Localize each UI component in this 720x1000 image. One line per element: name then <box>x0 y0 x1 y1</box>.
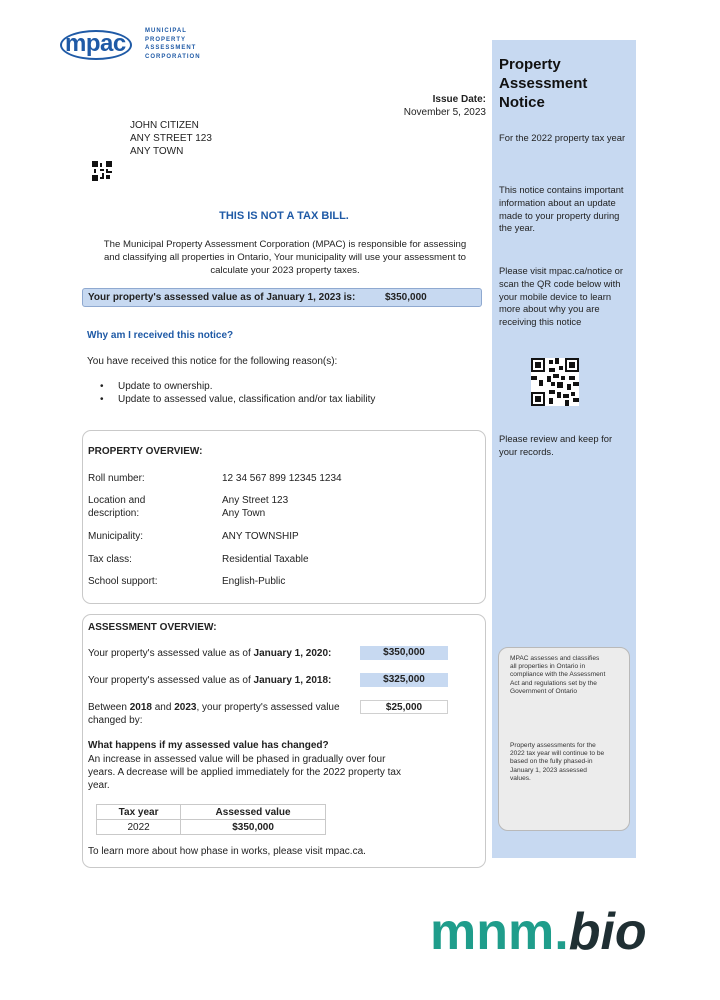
change-label: Between 2018 and 2023, your property's assessed value changed by: <box>88 702 340 726</box>
tax-year-text: For the 2022 property tax year <box>499 132 626 143</box>
change-value: $25,000 <box>360 700 448 714</box>
bullet-icon: • <box>100 381 104 392</box>
info-note-para1: MPAC assesses and classifies all properties in Ontario in compliance with the Assessment Act and regulations set by the Government of Ontario <box>510 655 606 695</box>
property-overview-title: PROPERTY OVERVIEW: <box>88 446 203 457</box>
school-support-value: English-Public <box>222 576 286 587</box>
school-support-label: School support: <box>88 576 158 587</box>
keep-records-text: Please review and keep for your records. <box>499 433 613 457</box>
value-change-answer: An increase in assessed value will be phased in gradually over four years. A decrease will be applied immediately for the 2022 property tax year. <box>88 754 401 791</box>
qr-code-icon <box>531 358 579 406</box>
mpac-logo: mpac <box>65 30 126 57</box>
assessed-value-amount: $350,000 <box>385 292 427 303</box>
recipient-town: ANY TOWN <box>130 146 184 157</box>
issue-date-value: November 5, 2023 <box>403 107 486 118</box>
location-value: Any Street 123 Any Town <box>222 495 289 519</box>
visit-text: Please visit mpac.ca/notice or scan the QR code below with your mobile device to learn more about why you are receiving this notice <box>499 265 624 328</box>
learn-more-text: To learn more about how phase in works, please visit mpac.ca. <box>88 846 366 857</box>
recipient-street: ANY STREET 123 <box>130 133 212 144</box>
intro-paragraph: The Municipal Property Assessment Corporation (MPAC) is responsible for assessing and classifying all properties in Ontario, Your municipality will use your assessment to calculate your 2023 property taxes. <box>103 239 467 276</box>
municipality-label: Municipality: <box>88 531 144 542</box>
reason-item: • Update to assessed value, classification and/or tax liability <box>100 394 376 405</box>
bullet-icon: • <box>100 394 104 405</box>
tax-year-header: Tax year <box>97 805 181 820</box>
roll-number-value: 12 34 567 899 12345 1234 <box>222 473 342 484</box>
notice-info-text: This notice contains important information about an update made to your property during the year. <box>499 184 624 234</box>
assessed-2020-label: Your property's assessed value as of January 1, 2020: <box>88 648 332 659</box>
tax-year-cell: 2022 <box>97 820 181 835</box>
reason-item: • Update to ownership. <box>100 381 213 392</box>
small-qr-code-icon <box>92 161 112 181</box>
reason-intro: You have received this notice for the following reason(s): <box>87 356 338 367</box>
assessment-overview-title: ASSESSMENT OVERVIEW: <box>88 622 217 633</box>
issue-date-label: Issue Date: <box>432 94 486 105</box>
value-change-question: What happens if my assessed value has changed? <box>88 740 329 751</box>
not-tax-bill-heading: THIS IS NOT A TAX BILL. <box>219 210 349 222</box>
table-row <box>97 820 326 835</box>
assessed-value-header: Assessed value <box>181 805 326 820</box>
why-heading: Why am I received this notice? <box>87 330 234 341</box>
table-header-row <box>97 805 326 820</box>
watermark-logo: mnm.bio <box>430 903 647 961</box>
roll-number-label: Roll number: <box>88 473 145 484</box>
assessed-value-cell: $350,000 <box>181 820 326 835</box>
notice-title: Property Assessment Notice <box>499 56 588 111</box>
info-note-para2: Property assessments for the 2022 tax year will continue to be based on the fully phased-in January 1, 2023 assessed values. <box>510 742 605 782</box>
phase-in-table <box>96 804 326 835</box>
recipient-name: JOHN CITIZEN <box>130 120 199 131</box>
location-label: Location and description: <box>88 495 146 519</box>
assessed-2018-label: Your property's assessed value as of January 1, 2018: <box>88 675 332 686</box>
tax-class-label: Tax class: <box>88 554 132 565</box>
municipality-value: ANY TOWNSHIP <box>222 531 299 542</box>
tax-class-value: Residential Taxable <box>222 554 309 565</box>
assessed-value-label: Your property's assessed value as of January 1, 2023 is: <box>88 292 356 303</box>
assessed-2018-value: $325,000 <box>360 673 448 687</box>
logo-org-name: MUNICIPAL PROPERTY ASSESSMENT CORPORATION <box>145 28 201 60</box>
assessed-2020-value: $350,000 <box>360 646 448 660</box>
